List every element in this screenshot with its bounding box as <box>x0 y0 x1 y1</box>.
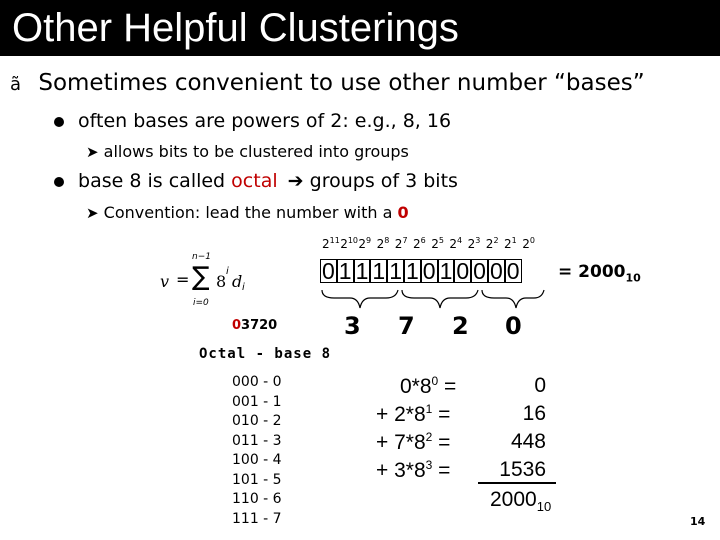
octal-digit-7: 7 <box>398 312 415 340</box>
bit-digit: 1 <box>389 258 402 284</box>
bit-exponent: $2^1$ <box>504 236 517 251</box>
octal-digit-2: 2 <box>452 312 469 340</box>
bit-exponent: $2^0$ <box>522 236 535 251</box>
formula-d-sub: i <box>242 282 245 293</box>
bit-digit: 0 <box>506 258 520 284</box>
bit-exponent: $2^7$ <box>394 236 408 251</box>
arrowhead-icon: ➤ <box>86 204 99 222</box>
octal-table-row: 010 - 2 <box>232 413 282 429</box>
octal-example-leading-zero: 0 <box>232 318 242 333</box>
bullet-dot-icon <box>54 177 64 187</box>
bit-digit: 1 <box>338 258 352 284</box>
arrowhead-icon: ➤ <box>86 143 99 161</box>
bullet-line-5 <box>86 203 409 222</box>
bullet-line-2 <box>54 110 451 132</box>
group-braces <box>320 288 560 314</box>
octal-table-row: 110 - 6 <box>232 491 282 507</box>
equals-2000-text: = 2000 <box>558 262 626 282</box>
sum-line-value: 1536 <box>499 458 546 481</box>
bullet-glyph: ã <box>10 74 22 95</box>
octal-example-rest: 3720 <box>241 318 278 333</box>
equals-2000-sub: 10 <box>625 271 641 285</box>
octal-word: octal <box>231 170 278 192</box>
bullet-line-4 <box>54 170 458 192</box>
line-5-text: Convention: lead the number with a <box>103 203 398 222</box>
formula-sum-bot: i=0 <box>193 298 209 308</box>
right-arrow-icon: ➔ <box>287 170 304 192</box>
bit-exponent: $2^9$ <box>358 236 372 251</box>
bit-digit: 0 <box>456 258 470 284</box>
formula-exp: i <box>226 266 229 277</box>
bit-digit: 1 <box>439 258 453 284</box>
octal-table-row: 100 - 4 <box>232 452 282 468</box>
octal-table-row: 001 - 1 <box>232 393 282 410</box>
sum-total-sub: 10 <box>536 499 552 515</box>
formula-eq: = <box>176 270 190 289</box>
sum-line-expr: + $3*8^3$ = <box>376 458 451 482</box>
formula-v: v <box>160 272 170 291</box>
bit-digit: 0 <box>473 258 486 284</box>
octal-label: Octal - base 8 <box>199 346 332 362</box>
equals-2000 <box>558 262 641 284</box>
sum-line-expr: + $7*8^2$ = <box>376 430 451 454</box>
bit-exponent: $2^5$ <box>431 236 444 251</box>
sum-line-value: 448 <box>510 430 546 453</box>
octal-digit-0: 0 <box>505 312 522 340</box>
sum-total-value: 2000 <box>490 488 537 511</box>
bit-exponent: $2^6$ <box>413 236 426 251</box>
bullet-line-1 <box>10 70 645 96</box>
bit-exponent: $2^{10}$ <box>340 236 359 251</box>
octal-table-row: 000 - 0 <box>232 374 282 390</box>
octal-table-row: 101 - 5 <box>232 471 282 488</box>
bit-exponent: $2^2$ <box>485 236 499 251</box>
title-bar <box>0 0 720 56</box>
bit-exponent: $2^3$ <box>467 236 481 251</box>
sum-total <box>490 488 551 514</box>
sum-underline <box>478 482 556 484</box>
bit-digit: 0 <box>489 258 503 284</box>
page-number: 14 <box>690 515 706 528</box>
line-4-text-c: groups of 3 bits <box>303 170 458 192</box>
bit-exponent: $2^4$ <box>449 236 463 251</box>
bit-digit: 1 <box>405 258 419 284</box>
formula-sum-top: n−1 <box>192 252 211 262</box>
leading-zero: 0 <box>397 203 409 222</box>
bit-digit: 0 <box>422 258 436 284</box>
sum-line-expr: $0*8^0$ = <box>400 374 457 398</box>
line-3-text: allows bits to be clustered into groups <box>103 142 409 161</box>
octal-table-row: 111 - 7 <box>232 510 282 527</box>
octal-digit-3: 3 <box>344 312 361 340</box>
line-2-text: often bases are powers of 2: e.g., 8, 16 <box>78 110 452 132</box>
bit-digit: 0 <box>322 258 335 284</box>
bit-exponent: $2^8$ <box>376 236 390 251</box>
formula-base: 8 <box>216 272 227 291</box>
line-1-text: Sometimes convenient to use other number “bases” <box>38 70 645 96</box>
bit-digit: 1 <box>355 258 369 284</box>
octal-table <box>232 373 282 529</box>
formula-d: d <box>232 272 243 291</box>
binary-digits-row <box>320 258 522 285</box>
slide-title: Other Helpful Clusterings <box>12 6 459 50</box>
octal-example <box>232 318 277 333</box>
bullet-line-3 <box>86 142 409 161</box>
bullet-dot-icon <box>54 117 64 127</box>
bit-exponent: $2^{11}$ <box>322 236 340 251</box>
line-4-text-a: base 8 is called <box>78 170 232 192</box>
sum-line-value: 16 <box>522 402 546 425</box>
bit-digit: 1 <box>372 258 386 284</box>
sigma-icon: ∑ <box>192 262 210 292</box>
sum-line-expr: + $2*8^1$ = <box>376 402 451 426</box>
sum-line-value: 0 <box>534 374 546 397</box>
octal-table-row: 011 - 3 <box>232 432 282 449</box>
